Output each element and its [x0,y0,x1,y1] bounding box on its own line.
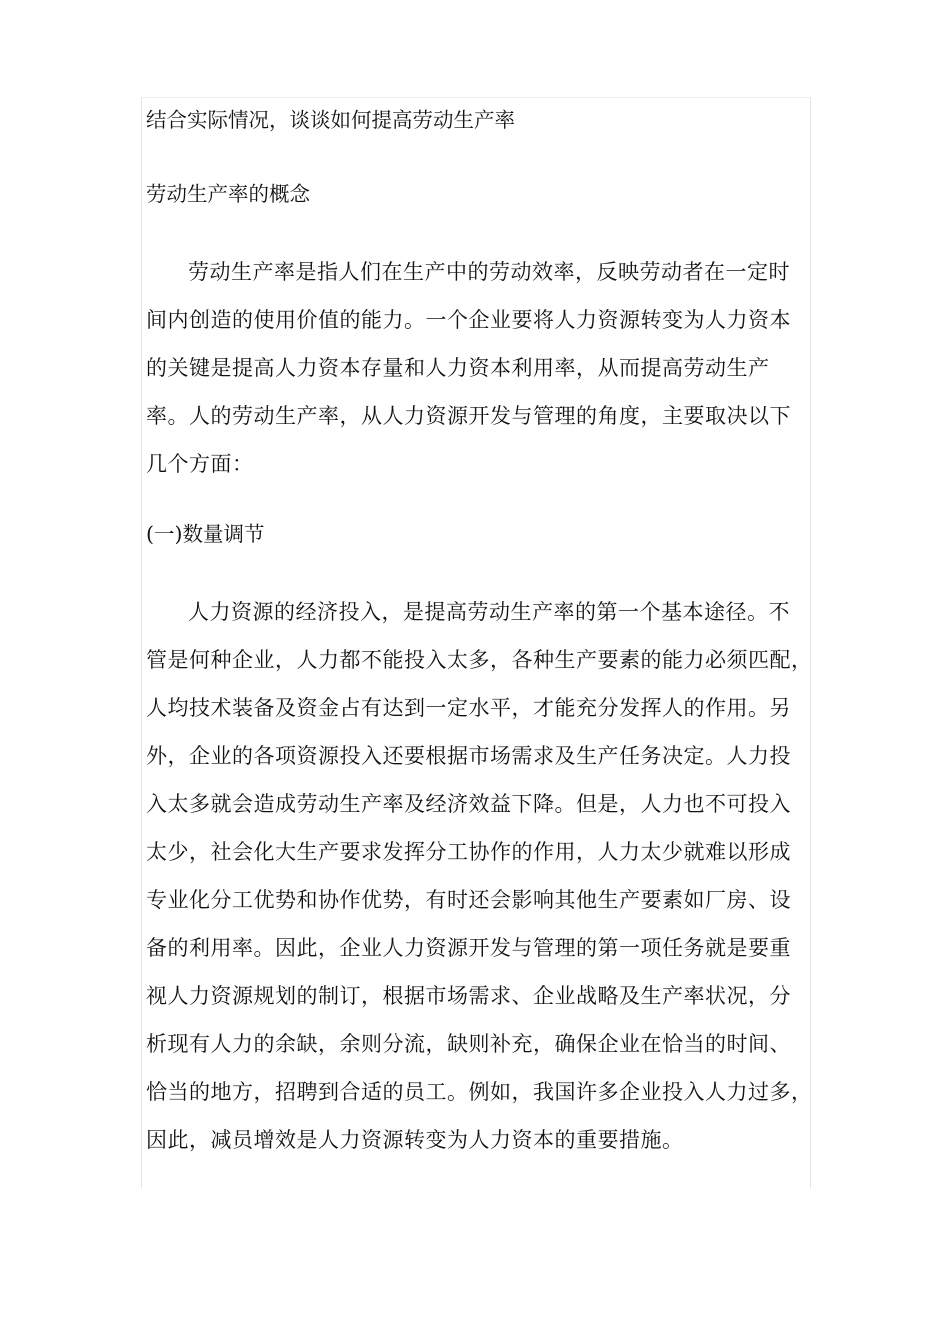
paragraph-line: 恰当的地方，招聘到合适的员工。例如，我国许多企业投入人力过多， [146,1080,813,1104]
paragraph-line: 率。人的劳动生产率，从人力资源开发与管理的角度，主要取决以下 [146,404,791,428]
section-heading-concept: 劳动生产率的概念 [146,182,310,206]
paragraph-quantity [146,588,814,1164]
document-body [146,100,814,1164]
paragraph-line: 因此，减员增效是人力资源转变为人力资本的重要措施。 [146,1128,684,1152]
paragraph-line: 的关键是提高人力资本存量和人力资本利用率，从而提高劳动生产 [146,356,770,380]
paragraph-line: 外，企业的各项资源投入还要根据市场需求及生产任务决定。人力投 [146,744,791,768]
paragraph-line: 入太多就会造成劳动生产率及经济效益下降。但是，人力也不可投入 [146,792,791,816]
paragraph-line: 视人力资源规划的制订，根据市场需求、企业战略及生产率状况，分 [146,984,791,1008]
paragraph-line: 人力资源的经济投入，是提高劳动生产率的第一个基本途径。不 [188,600,790,624]
paragraph-line: 几个方面： [146,452,254,476]
section-heading-quantity: (一)数量调节 [146,522,265,546]
paragraph-line: 专业化分工优势和协作优势，有时还会影响其他生产要素如厂房、设 [146,888,791,912]
paragraph-line: 劳动生产率是指人们在生产中的劳动效率，反映劳动者在一定时 [188,260,790,284]
paragraph-line: 间内创造的使用价值的能力。一个企业要将人力资源转变为人力资本 [146,308,791,332]
paragraph-concept [146,248,814,488]
paragraph-line: 太少，社会化大生产要求发挥分工协作的作用，人力太少就难以形成 [146,840,791,864]
paragraph-line: 备的利用率。因此，企业人力资源开发与管理的第一项任务就是要重 [146,936,791,960]
document-title: 结合实际情况，谈谈如何提高劳动生产率 [146,108,515,132]
paragraph-line: 管是何种企业，人力都不能投入太多，各种生产要素的能力必须匹配， [146,648,813,672]
paragraph-line: 析现有人力的余缺，余则分流，缺则补充，确保企业在恰当的时间、 [146,1032,791,1056]
paragraph-line: 人均技术装备及资金占有达到一定水平，才能充分发挥人的作用。另 [146,696,791,720]
